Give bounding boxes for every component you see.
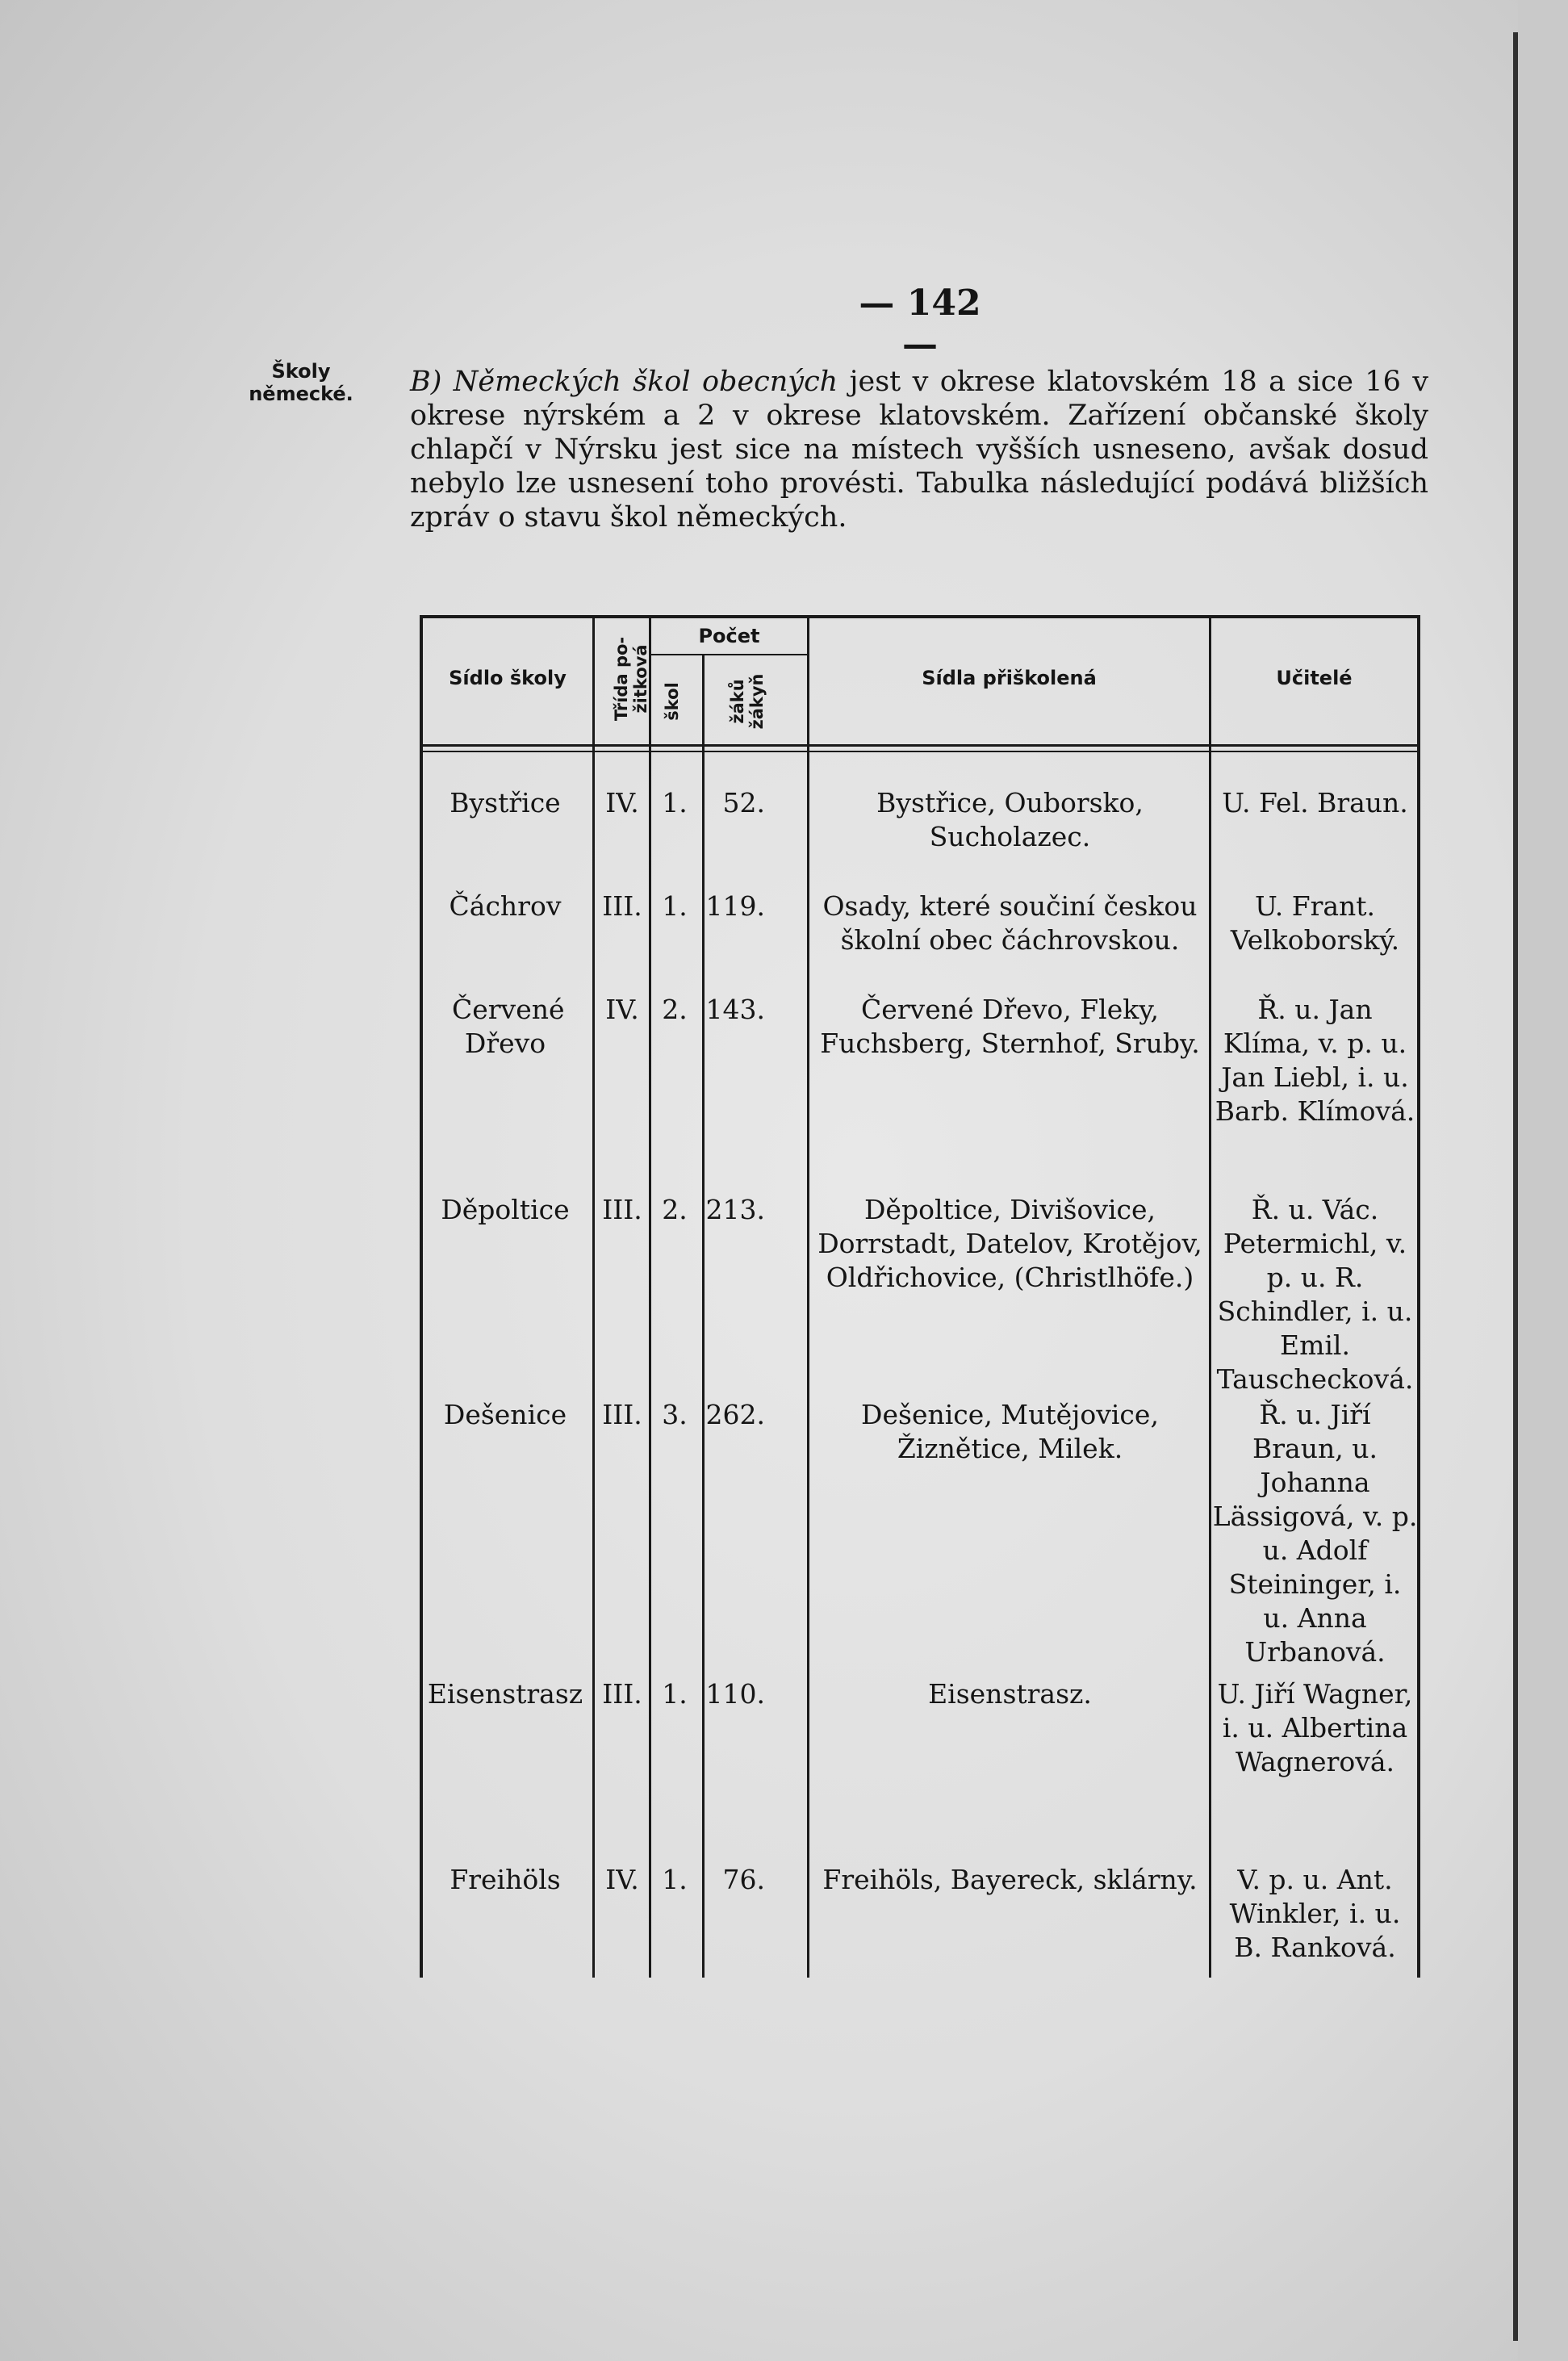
row-teachers: Ř. u. Jiří Braun, u. Johanna Lässigová, v. p. u. Adolf Steininger, i. u. Anna Urbanová. bbox=[1212, 1399, 1418, 1668]
col-sep-4 bbox=[807, 615, 809, 1978]
row-schools: 1. bbox=[662, 1678, 688, 1710]
row-seat: Eisenstrasz bbox=[427, 1678, 583, 1710]
row-schools: 2. bbox=[662, 994, 688, 1025]
scan-background-strip bbox=[1518, 0, 1568, 2361]
row-places: Dešenice, Mutějovice, Žiznětice, Milek. bbox=[861, 1399, 1159, 1464]
col-sep-3 bbox=[702, 655, 705, 1978]
header-pupils: žáků žákyň bbox=[728, 673, 767, 730]
row-teachers: U. Jiří Wagner, i. u. Albertina Wagnerová. bbox=[1217, 1678, 1413, 1777]
row-class: III. bbox=[602, 1194, 642, 1225]
row-pupils: 213. bbox=[705, 1194, 765, 1225]
row-schools: 1. bbox=[662, 1864, 688, 1895]
header-count: Počet bbox=[698, 625, 760, 647]
page-number: — 142 — bbox=[859, 283, 981, 365]
row-pupils: 76. bbox=[722, 1864, 765, 1895]
row-class: III. bbox=[602, 1678, 642, 1710]
row-schools: 1. bbox=[662, 890, 688, 922]
row-class: III. bbox=[602, 890, 642, 922]
row-teachers: V. p. u. Ant. Winkler, i. u. B. Ranková. bbox=[1229, 1864, 1401, 1963]
margin-note-line-2: německé. bbox=[249, 383, 353, 405]
header-bottom-border bbox=[420, 744, 1420, 747]
row-places: Bystřice, Ouborsko, Sucholazec. bbox=[876, 787, 1144, 852]
row-class: IV. bbox=[605, 994, 639, 1025]
row-teachers: Ř. u. Jan Klíma, v. p. u. Jan Liebl, i. u. Barb. Klímová. bbox=[1215, 994, 1415, 1127]
row-pupils: 110. bbox=[705, 1678, 765, 1710]
row-teachers: Ř. u. Vác. Petermichl, v. p. u. R. Schindler, i. u. Emil. Tauschecková. bbox=[1216, 1194, 1414, 1395]
row-teachers: U. Frant. Velkoborský. bbox=[1230, 890, 1400, 956]
row-seat: Bystřice bbox=[449, 787, 561, 818]
intro-paragraph bbox=[410, 365, 1428, 534]
row-schools: 2. bbox=[662, 1194, 688, 1225]
row-teachers: U. Fel. Braun. bbox=[1222, 787, 1408, 818]
row-seat: Dešenice bbox=[443, 1399, 567, 1430]
row-schools: 3. bbox=[662, 1399, 688, 1430]
row-class: IV. bbox=[605, 787, 639, 818]
row-places: Děpoltice, Divišovice, Dorrstadt, Datelov, Krotějov, Oldřichovice, (Christlhöfe.) bbox=[817, 1194, 1202, 1293]
row-seat: Děpoltice bbox=[441, 1194, 570, 1225]
header-class: Třída po- žitková bbox=[612, 636, 650, 722]
col-sep-1 bbox=[592, 615, 595, 1978]
row-seat: Červené Dřevo bbox=[452, 994, 565, 1059]
header-seat: Sídlo školy bbox=[449, 667, 567, 689]
row-seat: Freihöls bbox=[449, 1864, 561, 1895]
row-seat: Čáchrov bbox=[449, 890, 562, 922]
row-places: Osady, které součiní českou školní obec čáchrovskou. bbox=[822, 890, 1198, 956]
header-bottom-border-2 bbox=[420, 751, 1420, 752]
row-places: Červené Dřevo, Fleky, Fuchsberg, Sternhof, Sruby. bbox=[820, 994, 1200, 1059]
schools-table bbox=[420, 615, 1420, 1978]
row-class: IV. bbox=[605, 1864, 639, 1895]
table-top-border bbox=[420, 615, 1420, 618]
row-pupils: 119. bbox=[705, 890, 765, 922]
intro-lead: B) Německých škol obecných bbox=[410, 366, 838, 398]
header-schools: škol bbox=[663, 682, 682, 721]
header-places: Sídla přiškolená bbox=[922, 667, 1097, 689]
row-pupils: 143. bbox=[705, 994, 765, 1025]
row-pupils: 262. bbox=[705, 1399, 765, 1430]
intro-text: jest v okrese klatovském 18 a sice 16 v okrese nýrském a 2 v okrese klatovském. Zařízení občanské školy chlapčí v Nýrsku jest sice na místech vyšších usneseno, avšak dosud nebylo lze usnesení toho provésti. Tabulka následující podává bližších zpráv o stavu škol německých. bbox=[410, 366, 1429, 534]
count-subheader-line bbox=[649, 654, 807, 655]
row-pupils: 52. bbox=[722, 787, 765, 818]
margin-note-line-1: Školy bbox=[271, 360, 331, 383]
row-class: III. bbox=[602, 1399, 642, 1430]
margin-note bbox=[240, 360, 362, 405]
row-places: Freihöls, Bayereck, sklárny. bbox=[822, 1864, 1198, 1895]
row-schools: 1. bbox=[662, 787, 688, 818]
row-places: Eisenstrasz. bbox=[928, 1678, 1092, 1710]
header-teachers: Učitelé bbox=[1276, 667, 1353, 689]
